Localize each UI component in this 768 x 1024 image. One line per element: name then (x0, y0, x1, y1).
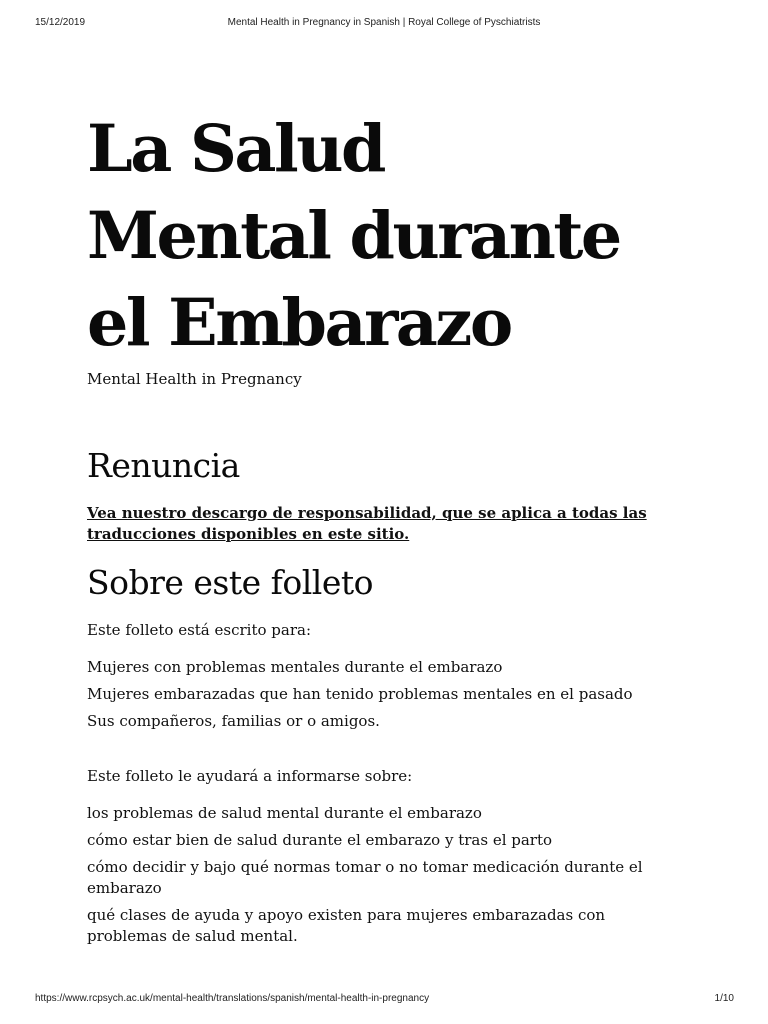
print-url: https://www.rcpsych.ac.uk/mental-health/translations/spanish/mental-health-in-pregnancy (35, 993, 430, 1004)
page-title (87, 106, 687, 367)
about-intro: Este folleto está escrito para: (87, 621, 311, 639)
list-item: cómo estar bien de salud durante el embarazo y tras el parto (87, 831, 553, 849)
page-title-line-3: el Embarazo (87, 285, 511, 361)
topics-list (87, 803, 687, 947)
list-item: qué clases de ayuda y apoyo existen para mujeres embarazadas con problemas de salud mental. (87, 906, 606, 945)
list-item: Mujeres embarazadas que han tenido problemas mentales en el pasado (87, 685, 633, 703)
print-header (0, 17, 768, 31)
audience-list (87, 657, 687, 732)
article (87, 106, 687, 953)
disclaimer-heading: Renuncia (87, 446, 240, 485)
list-item: Mujeres con problemas mentales durante el embarazo (87, 658, 503, 676)
print-date: 15/12/2019 (35, 17, 86, 28)
list-item: Sus compañeros, familias or o amigos. (87, 712, 380, 730)
page-title-line-1: La Salud (87, 111, 384, 187)
about-heading: Sobre este folleto (87, 563, 373, 602)
page-number: 1/10 (714, 993, 734, 1004)
list-item: cómo decidir y bajo qué normas tomar o no tomar medicación durante el embarazo (87, 858, 643, 897)
list-item: los problemas de salud mental durante el embarazo (87, 804, 482, 822)
page-subtitle: Mental Health in Pregnancy (87, 370, 302, 388)
help-intro: Este folleto le ayudará a informarse sobre: (87, 767, 413, 785)
print-page-title: Mental Health in Pregnancy in Spanish | Royal College of Pyschiatrists (227, 17, 541, 28)
disclaimer-link[interactable]: Vea nuestro descargo de responsabilidad, que se aplica a todas las traducciones disponibles en este sitio. (87, 504, 647, 543)
print-footer (0, 993, 768, 1007)
page-title-line-2: Mental durante (87, 198, 620, 274)
